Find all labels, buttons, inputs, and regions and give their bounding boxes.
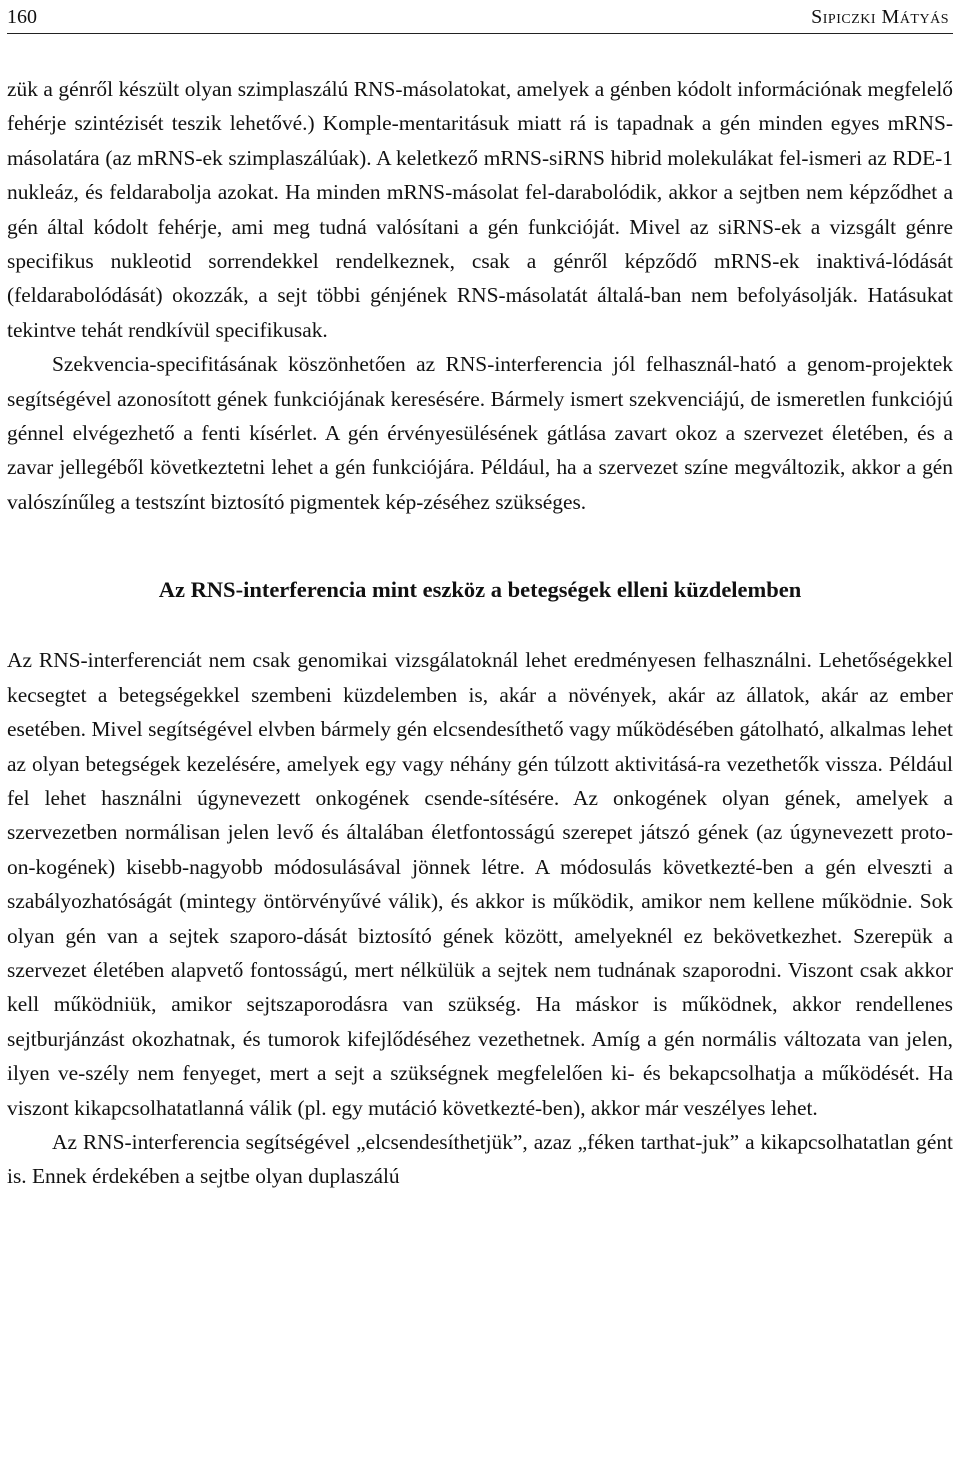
running-head — [7, 0, 953, 34]
paragraph: zük a génről készült olyan szimplaszálú RNS-másolatokat, amelyek a génben kódolt információnak megfelelő fehérje szintézisét teszik lehetővé.) Komple-mentaritásuk miatt rá is tapadnak a gén minden egyes mRNS-másolatára (az mRNS-ek szimplaszálúak). A keletkező mRNS-siRNS hibrid molekulákat fel-ismeri az RDE-1 nukleáz, és feldarabolja azokat. Ha minden mRNS-másolat fel-darabolódik, akkor a sejtben nem képződhet a gén által kódolt fehérje, ami meg tudná valósítani a gén funkcióját. Mivel az siRNS-ek a vizsgált génre specifikus nukleotid sorrendekkel rendelkeznek, csak a génről képződő mRNS-ek inaktivá-lódását (feldarabolódását) okozzák, a sejt többi génjének RNS-másolatát általá-ban nem befolyásolják. Hatásukat tekintve tehát rendkívül specifikusak. — [7, 77, 953, 342]
running-head-author: Sipiczki Mátyás — [811, 6, 949, 28]
paragraph: Szekvencia-specifitásának köszönhetően az RNS-interferencia jól felhasznál-ható a genom-projektek segítségével azonosított gének funkciójának keresésére. Bármely ismert szekvenciájú, de ismeretlen funkciójú génnel elvégezhető a fenti kísérlet. A gén érvényesülésének gátlása zavart okoz a szervezet életében, és a zavar jellegéből következtetni lehet a gén funkciójára. Például, ha a szervezet színe megváltozik, akkor a gén valószínűleg a testszínt biztosító pigmentek kép-zéséhez szükséges. — [7, 352, 953, 514]
body-text — [7, 72, 953, 1194]
paragraph: Az RNS-interferencia segítségével „elcsendesíthetjük”, azaz „féken tarthat-juk” a kikapcsolhatatlan gént is. Ennek érdekében a sejtbe olyan duplaszálú — [7, 1129, 953, 1189]
section-heading: Az RNS-interferencia mint eszköz a betegségek elleni küzdelemben — [158, 577, 802, 603]
paragraph: Az RNS-interferenciát nem csak genomikai vizsgálatoknál lehet eredményesen felhasználni. Lehetőségekkel kecsegtet a betegségekkel szembeni küzdelemben is, akár a növények, akár az állatok, akár az ember esetében. Mivel segítségével elvben bármely gén elcsendesíthető vagy működésében gátolható, alkalmas lehet az olyan betegségek kezelésére, amelyek egy vagy néhány gén túlzott aktivitásá-ra vezethetők vissza. Például fel lehet használni úgynevezett onkogének csende-sítésére. Az onkogének olyan gének, amelyek a szervezetben normálisan jelen levő és általában életfontosságú szerepet játszó gének (az úgynevezett proto-on-kogének) kisebb-nagyobb módosulásával jönnek létre. A módosulás következté-ben a gén elveszti a szabályozhatóságát (mintegy öntörvényűvé válik), és akkor is működik, amikor nem kellene működnie. Sok olyan gén van a sejtek szaporo-dását biztosító gének között, amelyeknél ez bekövetkezhet. Szerepük a szervezet életében alapvető fontosságú, mert nélkülük a sejtek nem tudnának szaporodni. Viszont csak akkor kell működniük, amikor sejtszaporodásra van szükség. Ha máskor is működnek, akkor rendellenes sejtburjánzást okozhatnak, és tumorok kifejlődéséhez vezethetnek. Amíg a gén normális változata van jelen, ilyen ve-szély nem fenyeget, mert a sejt a szükségnek megfelelően ki- és bekapcsolhatja a működését. Ha viszont kikapcsolhatatlanná válik (pl. egy mutáció következté-ben), akkor már veszélyes lehet. — [7, 648, 953, 1120]
page-number: 160 — [7, 6, 37, 28]
